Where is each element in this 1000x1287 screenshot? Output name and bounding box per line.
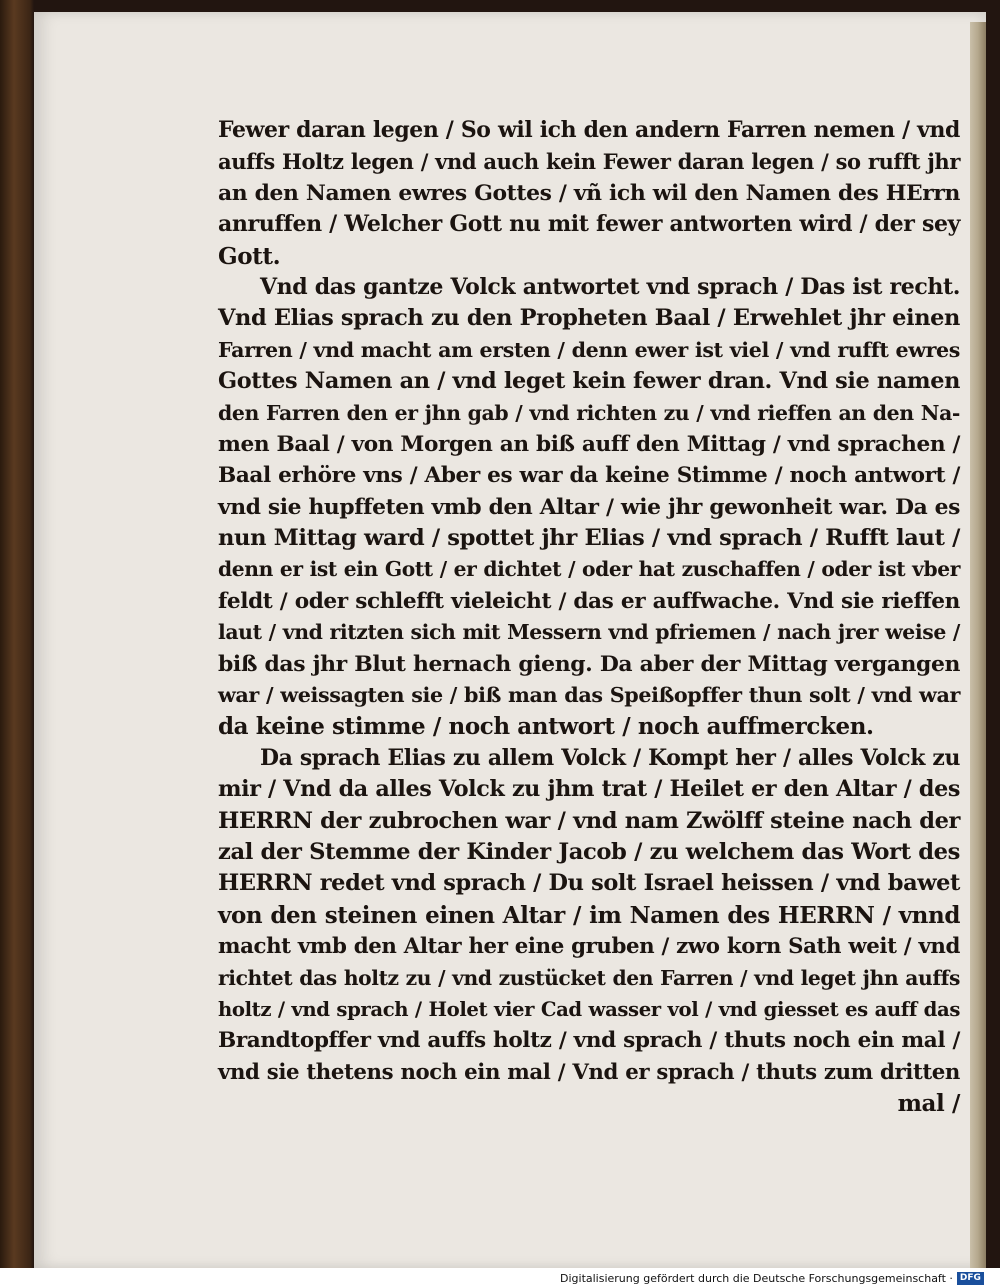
text-line: auffs Holtz legen / vnd auch kein Fewer daran legen / so rufft jhr [218,149,960,175]
text-line: HERRN der zubrochen war / vnd nam Zwölff steine nach der [218,807,960,834]
text-line: HERRN redet vnd sprach / Du solt Israel heissen / vnd bawet [218,870,960,897]
text-line: anruffen / Welcher Gott nu mit fewer antworten wird / der sey [218,211,960,238]
digitization-footer [560,1270,984,1287]
text-line: macht vmb den Altar her eine gruben / zwo korn Sath weit / vnd [218,934,960,960]
text-line: den Farren den er jhn gab / vnd richten zu / vnd rieffen an den Na- [218,400,960,425]
text-line: denn er ist ein Gott / er dichtet / oder hat zuschaffen / oder ist vber [218,557,960,582]
text-line: Baal erhöre vns / Aber es war da keine Stimme / noch antwort / [218,463,960,489]
text-line: Brandtopffer vnd auffs holtz / vnd sprach / thuts noch ein mal / [218,1028,960,1054]
text-line: nun Mittag ward / spottet jhr Elias / vnd sprach / Rufft laut / [218,525,960,552]
text-line: richtet das holtz zu / vnd zustücket den Farren / vnd leget jhn auffs [218,965,960,990]
text-line: Gott. [218,242,281,270]
text-line: vnd sie thetens noch ein mal / Vnd er sprach / thuts zum dritten [218,1059,960,1085]
dfg-logo-icon: DFG [957,1272,984,1285]
text-line: mir / Vnd da alles Volck zu jhm trat / Heilet er den Altar / des [218,776,960,803]
page-text-block [218,115,960,1120]
text-line: men Baal / von Morgen an biß auff den Mittag / vnd sprachen / [218,431,960,457]
text-line: holtz / vnd sprach / Holet vier Cad wasser vol / vnd giesset es auff das [218,997,960,1021]
text-line: Vnd Elias sprach zu den Propheten Baal / Erwehlet jhr einen [218,305,960,332]
text-line: an den Namen ewres Gottes / vñ ich wil den Namen des HErrn [218,179,960,206]
text-line: Fewer daran legen / So wil ich den andern Farren nemen / vnd [218,117,960,143]
text-line: Da sprach Elias zu allem Volck / Kompt her / alles Volck zu [260,744,960,771]
text-line: feldt / oder schlefft vieleicht / das er auffwache. Vnd sie rieffen [218,588,960,614]
catchword: mal / [897,1090,960,1118]
text-line: Gottes Namen an / vnd leget kein fewer dran. Vnd sie namen [218,368,960,395]
text-line: biß das jhr Blut hernach gieng. Da aber der Mittag vergangen [218,650,960,677]
text-line: war / weissagten sie / biß man das Speißopffer thun solt / vnd war [218,683,960,708]
footer-credit: Digitalisierung gefördert durch die Deutsche Forschungsgemeinschaft · [560,1272,953,1285]
page-fore-edge [970,22,986,1278]
text-line: laut / vnd ritzten sich mit Messern vnd pfriemen / nach jrer weise / [218,620,960,645]
text-line: zal der Stemme der Kinder Jacob / zu welchem das Wort des [218,838,960,865]
text-line: vnd sie hupffeten vmb den Altar / wie jhr gewonheit war. Da es [218,494,960,520]
text-line: Farren / vnd macht am ersten / denn ewer ist viel / vnd rufft ewres [218,337,960,362]
text-line: Vnd das gantze Volck antwortet vnd sprach / Das ist recht. [260,273,960,300]
book-page [34,12,986,1268]
text-line: da keine stimme / noch antwort / noch auffmercken. [218,713,874,741]
text-line: von den steinen einen Altar / im Namen des HERRN / vnnd [218,901,960,929]
